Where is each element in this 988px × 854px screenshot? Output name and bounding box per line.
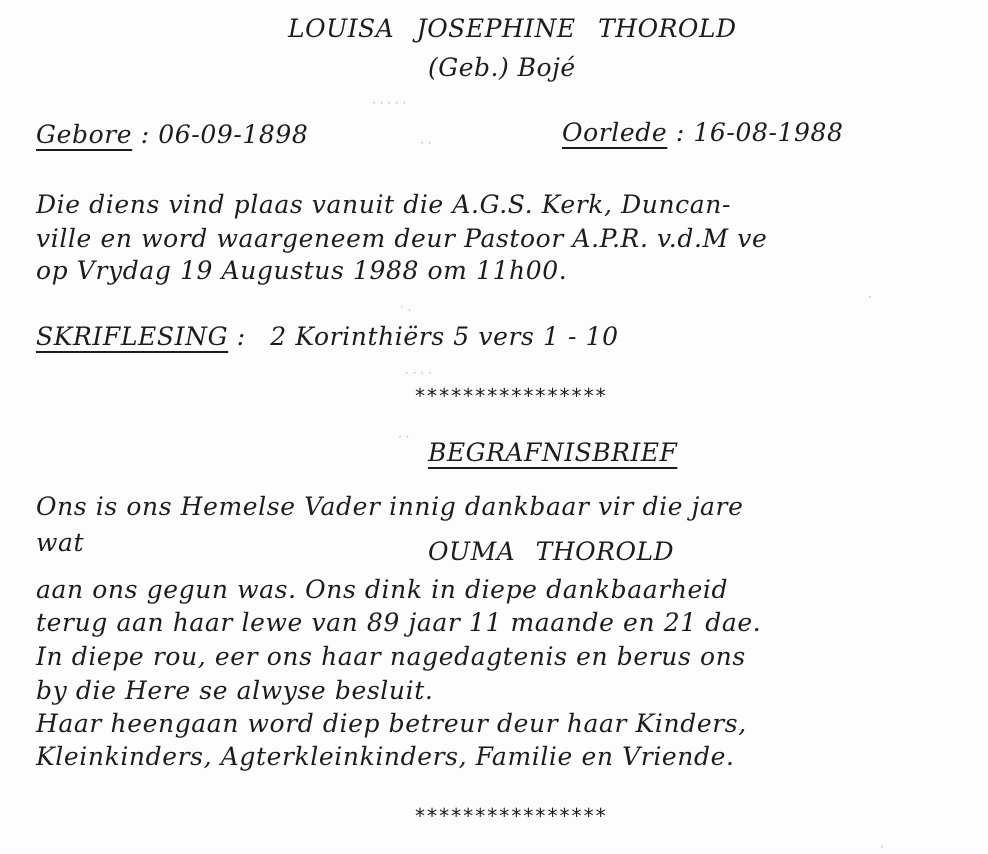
born-row: [36, 122, 308, 147]
letter-line-3: aan ons gegun was. Ons dink in diepe dankbaarheid: [36, 575, 729, 604]
letter-line-6: by die Here se alwyse besluit.: [36, 676, 434, 705]
reading-row: [36, 324, 619, 349]
service-line-2: ville en word waargeneem deur Pastoor A.P.R. v.d.M ve: [36, 224, 768, 253]
service-line-3: op Vrydag 19 Augustus 1988 om 11h00.: [36, 256, 568, 285]
scan-speck: · · · · ·: [372, 96, 407, 110]
separator-stars-bottom: ****************: [414, 804, 607, 828]
letter-line-2: wat: [36, 528, 85, 557]
service-line-1: Die diens vind plaas vanuit die A.G.S. Kerk, Duncan-: [36, 190, 732, 219]
born-separator: :: [140, 120, 150, 149]
letter-heading: BEGRAFNISBRIEF: [428, 438, 678, 467]
reading-value: 2 Korinthiërs 5 vers 1 - 10: [270, 322, 619, 351]
born-value: 06-09-1898: [158, 120, 309, 149]
scan-speck: · ·: [420, 136, 432, 150]
letter-line-1: Ons is ons Hemelse Vader innig dankbaar vir die jare: [36, 492, 744, 521]
reading-separator: :: [236, 322, 246, 351]
separator-stars: ****************: [414, 384, 607, 408]
letter-line-4: terug aan haar lewe van 89 jaar 11 maande en 21 dae.: [36, 608, 762, 637]
ouma-name: OUMA THOROLD: [428, 537, 675, 566]
died-value: 16-08-1988: [693, 118, 844, 147]
maiden-name: (Geb.) Bojé: [428, 53, 576, 82]
died-label: Oorlede: [562, 118, 668, 147]
letter-line-8: Kleinkinders, Agterkleinkinders, Familie en Vriende.: [36, 742, 735, 771]
scan-speck: ·: [868, 290, 872, 304]
scan-speck: · · · ·: [405, 366, 432, 380]
letter-line-7: Haar heengaan word diep betreur deur haar Kinders,: [36, 709, 747, 738]
letter-line-5: In diepe rou, eer ons haar nagedagtenis en berus ons: [36, 642, 746, 671]
scan-speck: · .: [400, 300, 412, 314]
died-row: [562, 120, 844, 145]
scan-speck: · ·: [398, 430, 410, 444]
born-label: Gebore: [36, 120, 133, 149]
reading-label: SKRIFLESING: [36, 322, 229, 351]
died-separator: :: [675, 118, 685, 147]
deceased-name: LOUISA JOSEPHINE THOROLD: [288, 14, 737, 43]
scan-speck: ·: [880, 840, 884, 854]
